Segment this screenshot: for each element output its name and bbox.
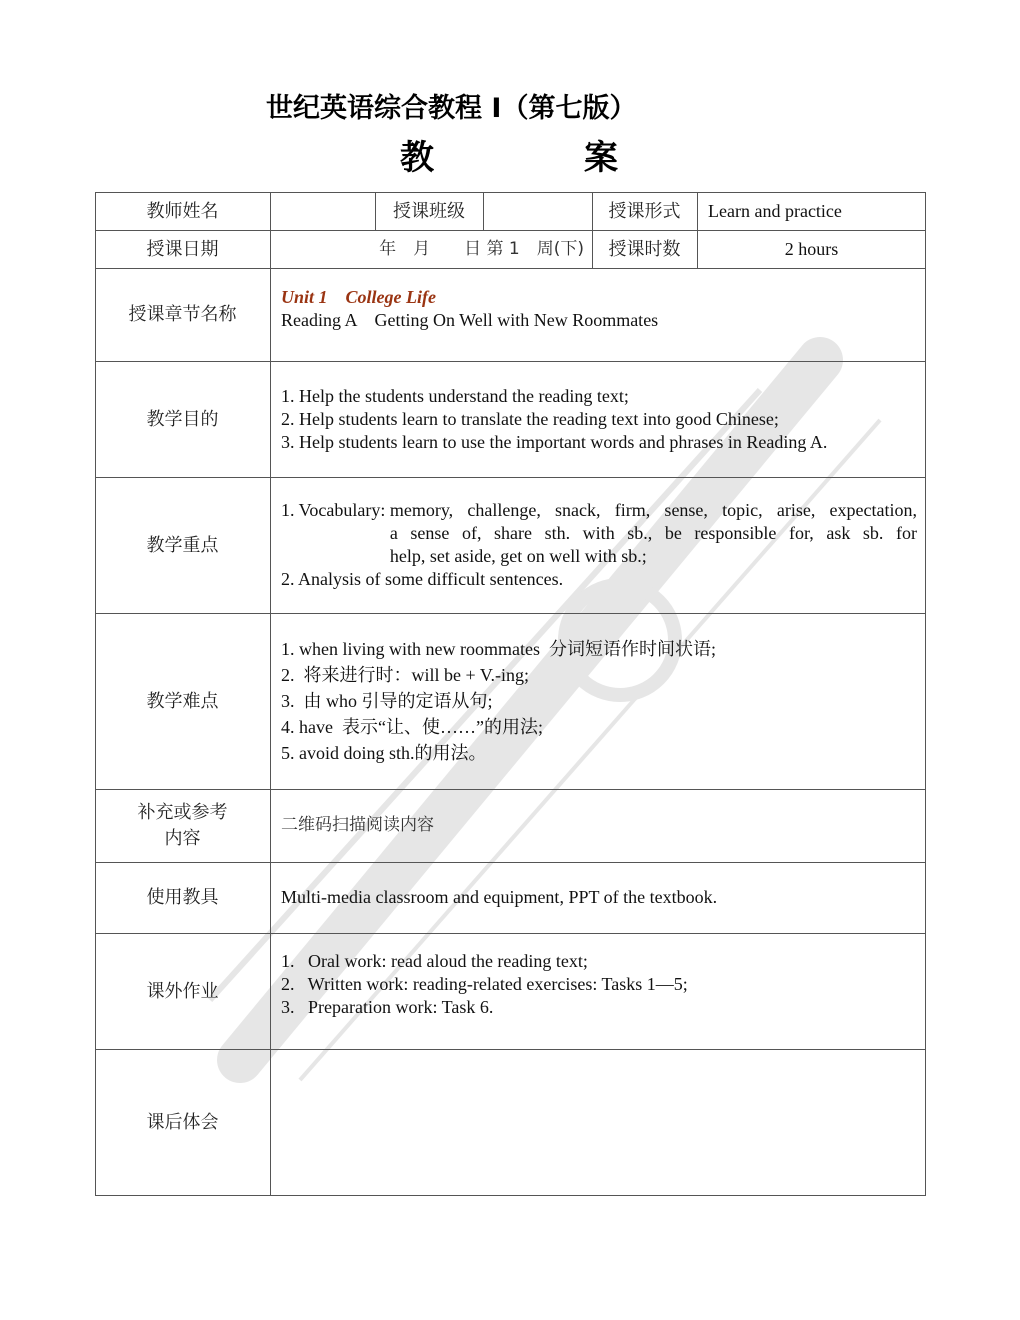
vocabulary-prefix: 1. Vocabulary: — [281, 500, 390, 520]
homework-item: 1. Oral work: read aloud the reading text; — [281, 950, 588, 971]
difficulty-item: 3. 由 who 引导的定语从句; — [281, 691, 493, 711]
vocabulary-line: a sense of, share sth. with sb., be responsible for, ask sb. for — [389, 523, 917, 543]
objectives-content — [271, 361, 925, 477]
tools-value — [271, 862, 925, 933]
difficulties-label: 教学难点 — [146, 690, 219, 712]
supplement-label-line: 内容 — [164, 827, 201, 849]
reflection-label: 课后体会 — [146, 1111, 219, 1133]
objective-item: 1. Help the students understand the reading text; — [281, 385, 629, 406]
objective-item: 3. Help students learn to use the important words and phrases in Reading A. — [281, 431, 828, 452]
chapter-content — [271, 268, 925, 361]
key-point-item: 2. Analysis of some difficult sentences. — [281, 569, 564, 589]
difficulties-content — [271, 613, 925, 789]
vocabulary-list — [390, 499, 917, 568]
class-hours-value: 2 hours — [784, 238, 839, 259]
supplement-label-line: 补充或参考 — [137, 801, 228, 823]
difficulty-item: 2. 将来进行时：will be + V.-ing; — [281, 665, 529, 685]
class-field[interactable] — [484, 192, 592, 230]
objective-item: 2. Help students learn to translate the reading text into good Chinese; — [281, 408, 779, 429]
subtitle-left: 教 — [400, 138, 434, 178]
subtitle-right: 案 — [584, 138, 618, 178]
homework-content — [271, 933, 925, 1049]
homework-label: 课外作业 — [146, 980, 219, 1002]
reflection-field[interactable] — [271, 1049, 925, 1195]
key-points-label: 教学重点 — [146, 534, 219, 556]
homework-item: 2. Written work: reading-related exercises: Tasks 1—5; — [281, 973, 688, 994]
teaching-format-value: Learn and practice — [708, 200, 842, 221]
difficulty-item: 5. avoid doing sth.的用法。 — [281, 743, 487, 763]
teacher-name-field[interactable] — [271, 192, 375, 230]
supplement-label — [95, 789, 270, 862]
vocabulary-item — [281, 499, 917, 568]
class-label: 授课班级 — [393, 200, 465, 222]
supplement-value — [271, 789, 925, 862]
vocabulary-line: help, set aside, get on well with sb.; — [389, 546, 647, 566]
objectives-label: 教学目的 — [146, 408, 219, 430]
lesson-plan-table — [95, 192, 925, 1195]
unit-title: Unit 1 College Life — [281, 286, 436, 307]
key-points-content — [271, 477, 925, 613]
teaching-date-value: 年 月 日 第 1 周(下) — [379, 238, 584, 259]
chapter-label: 授课章节名称 — [128, 304, 237, 325]
document-title: 世纪英语综合教程 I（第七版） — [266, 93, 637, 124]
reading-title: Reading A Getting On Well with New Roommates — [281, 309, 659, 330]
tools-text: Multi-media classroom and equipment, PPT of the textbook. — [281, 887, 718, 907]
tools-label: 使用教具 — [146, 887, 219, 908]
teaching-date-label: 授课日期 — [146, 238, 219, 260]
difficulty-item: 4. have 表示“让、使……”的用法; — [281, 717, 543, 737]
homework-item: 3. Preparation work: Task 6. — [281, 996, 494, 1017]
teaching-format-label: 授课形式 — [608, 200, 681, 222]
difficulty-item: 1. when living with new roommates 分词短语作时间状语; — [281, 639, 716, 659]
vocabulary-line: memory, challenge, snack, firm, sense, topic, arise, expectation, — [389, 500, 917, 520]
supplement-text: 二维码扫描阅读内容 — [281, 815, 434, 835]
teacher-name-label: 教师姓名 — [146, 200, 219, 222]
class-hours-label: 授课时数 — [608, 238, 681, 260]
